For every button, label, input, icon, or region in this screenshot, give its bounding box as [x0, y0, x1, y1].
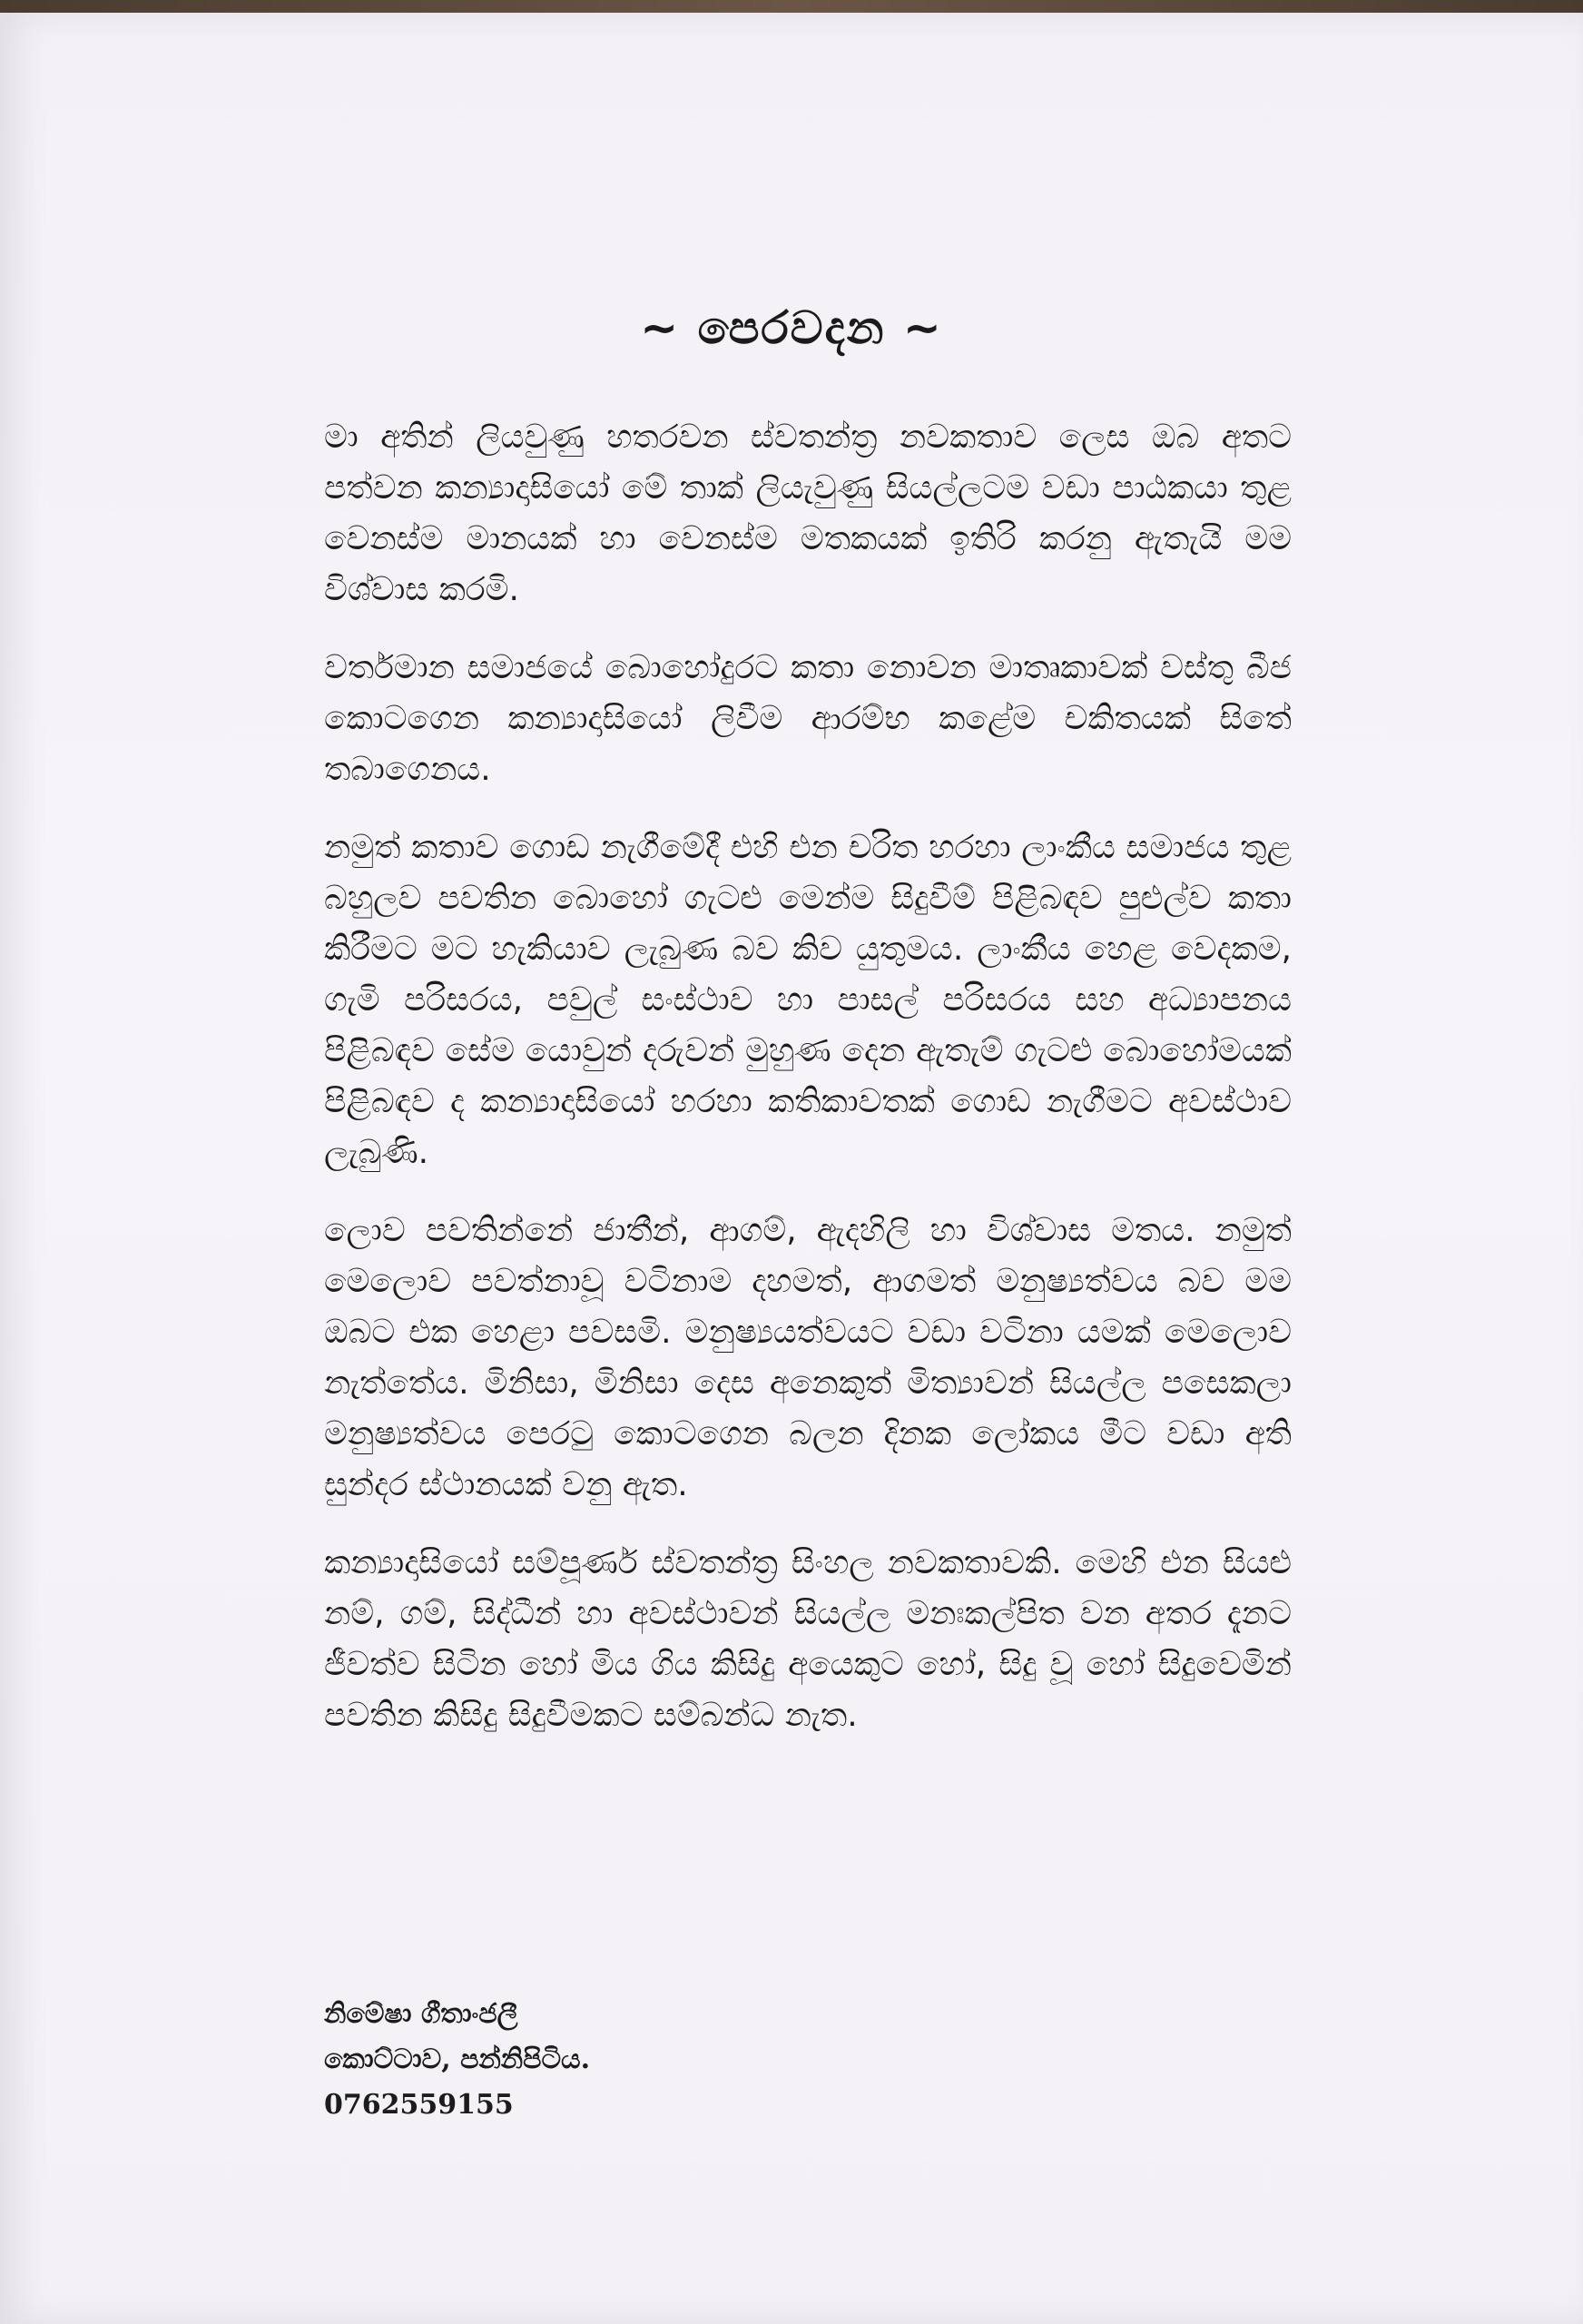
paragraph-5: කන්‍යාදාසියෝ සම්පූර්ණ ස්වතන්ත්‍ර සිංහල නවකතාවකි. මෙහි එන සියළු නම්, ගම්, සිද්ධීන් හා අවස්ථාවන් සියල්ල මනඃකල්පිත වන අතර දැනට ජීවත්ව සිටින හෝ මිය ගිය කිසිදු අයෙකුට හෝ, සිදු වූ හෝ සිදුවෙමින් පවතින කිසිදු සිදුවීමකට සම්බන්ධ නැත.: [324, 1544, 1292, 1734]
author-signature-block: [324, 1992, 590, 2128]
preface-body: [324, 412, 1292, 1768]
paragraph-3: නමුත් කතාව ගොඩ නැගීමේදී එහි එන චරිත හරහා ලාංකීය සමාජය තුළ බහුලව පවතින බොහෝ ගැටළු මෙන්ම සිදුවීම් පිළිබඳව පුළුල්ව කතා කිරීමට මට හැකියාව ලැබුණ බව කිව යුතුමය. ලාංකීය හෙළ වෙදකම, ගැමි පරිසරය, පවුල් සංස්ථාව හා පාසල් පරිසරය සහ අධ්‍යාපනය පිළිබඳව සේම යොවුන් දරුවන් මුහුණ දෙන ඇතැම් ගැටළු බොහෝමයක් පිළිබඳව ද කන්‍යාදාසියෝ හරහා කතිකාවතක් ගොඩ නැගීමට අවස්ථාව ලැබුණි.: [324, 829, 1292, 1171]
page-title: ~ පෙරවදන ~: [640, 301, 943, 354]
paragraph-4: ලොව පවතින්නේ ජාතීන්, ආගම්, ඇදහිලි හා විශ්වාස මතය. නමුත් මෙලොව පවත්නාවූ වටිනාම දහමත්, ආගමත් මනුෂ්‍යත්වය බව මම ඔබට එක හෙළා පවසමි. මනුෂ්‍යයත්වයට වඩා වටිනා යමක් මෙලොව නැත්තේය. මිනිසා, මිනිසා දෙස අනෙකුත් මිත්‍යාවන් සියල්ල පසෙකලා මනුෂ්‍යත්වය පෙරටු කොටගෙන බලන දිනක ලෝකය මීට වඩා අති සුන්දර ස්ථානයක් වනු ඇත.: [324, 1212, 1292, 1503]
paragraph-2: වර්තමාන සමාජයේ බොහෝදුරට කතා නොවන මාතෘකාවක් වස්තු බීජ කොටගෙන කන්‍යාදාසියෝ ලිවීම ආරම්භ කළේම චකිතයක් සිතේ තබාගෙනය.: [324, 649, 1292, 788]
paragraph-1: මා අතින් ලියවුණු හතරවන ස්වතන්ත්‍ර නවකතාව ලෙස ඔබ අතට පත්වන කන්‍යාදාසියෝ මේ තාක් ලියැවුණු සියල්ලටම වඩා පාඨකයා තුළ වෙනස්ම මානයක් හා වෙනස්ම මතකයක් ඉතිරි කරනු ඇතැයි මම විශ්වාස කරමි.: [324, 419, 1292, 608]
book-page: [0, 13, 1583, 2324]
book-top-edge: [0, 0, 1583, 13]
author-name: නිමේෂා ගීතාංජලී: [324, 1998, 518, 2030]
author-address: කොට්ටාව, පන්නිපිටිය.: [324, 2043, 591, 2075]
author-phone: 0762559155: [324, 2089, 514, 2121]
